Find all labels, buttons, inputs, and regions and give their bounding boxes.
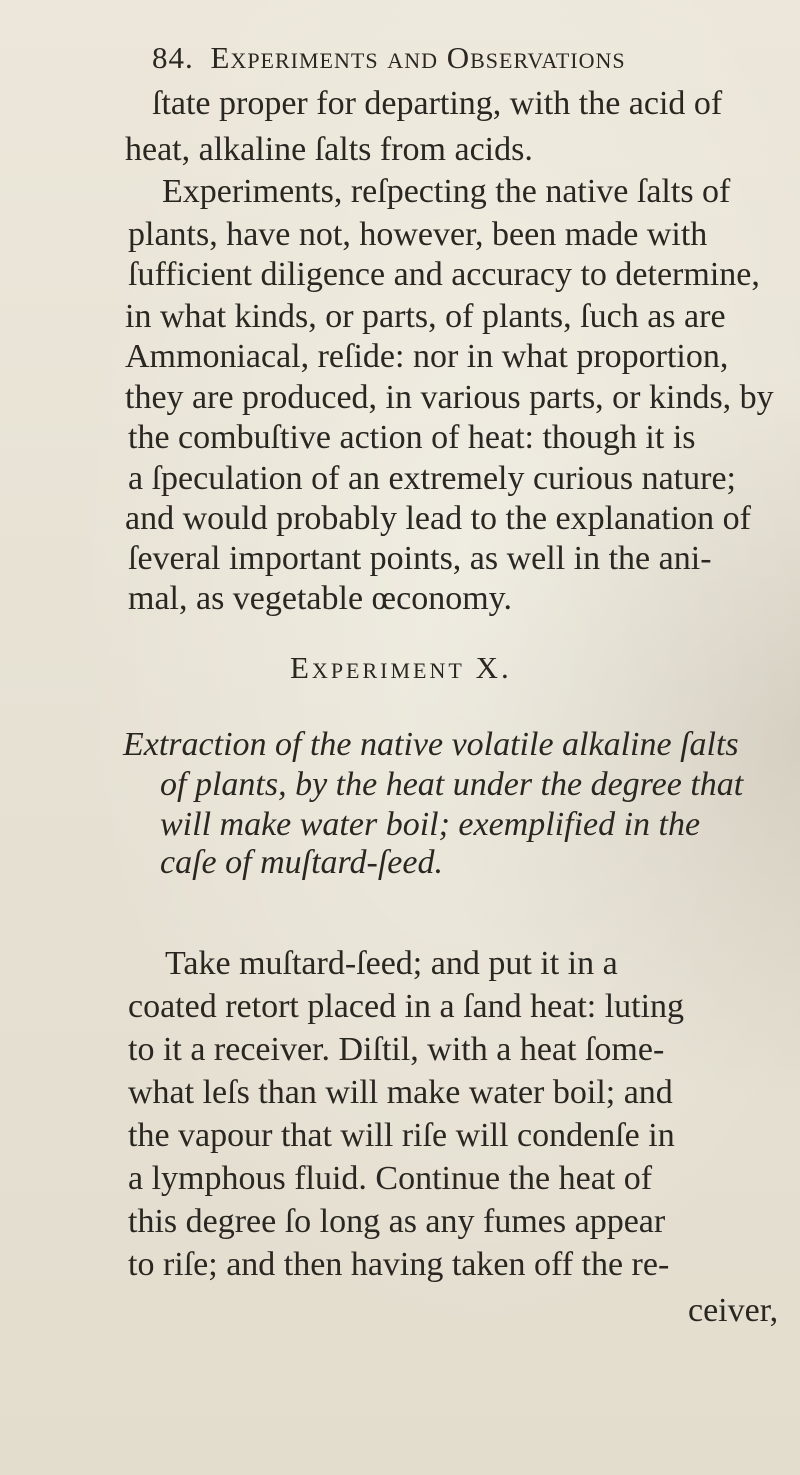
text-line: what leſs than will make water boil; and (128, 1074, 673, 1111)
text-line: in what kinds, or parts, of plants, ſuch as are (125, 298, 726, 335)
experiment-heading: Experiment X. (290, 650, 512, 685)
text-line: plants, have not, however, been made with (128, 216, 708, 253)
text-line: Ammoniacal, reſide: nor in what proportion, (125, 338, 729, 375)
catchword: ceiver, (688, 1292, 779, 1329)
text-line: Experiments, reſpecting the native ſalts of (162, 173, 731, 210)
text-line: to it a receiver. Diſtil, with a heat ſome- (128, 1031, 665, 1068)
text-line: ſufficient diligence and accuracy to determine, (128, 256, 760, 293)
text-line: this degree ſo long as any fumes appear (128, 1203, 666, 1240)
text-line: caſe of muſtard-ſeed. (160, 844, 443, 881)
text-line: Extraction of the native volatile alkaline ſalts (123, 726, 739, 763)
running-header (152, 40, 626, 76)
page-number: 84. (152, 40, 194, 75)
text-line: a ſpeculation of an extremely curious nature; (128, 460, 736, 497)
text-line: ſeveral important points, as well in the ani- (128, 540, 712, 577)
text-line: heat, alkaline ſalts from acids. (125, 131, 533, 168)
text-line: Take muſtard-ſeed; and put it in a (165, 945, 618, 982)
text-line: will make water boil; exemplified in the (160, 806, 701, 843)
text-line: and would probably lead to the explanation of (125, 500, 751, 537)
text-line: to riſe; and then having taken off the re- (128, 1246, 670, 1283)
text-line: the combuſtive action of heat: though it is (128, 419, 696, 456)
text-line: mal, as vegetable œconomy. (128, 580, 512, 617)
text-line: a lymphous fluid. Continue the heat of (128, 1160, 653, 1197)
running-title: Experiments and Observations (210, 40, 626, 75)
text-line: of plants, by the heat under the degree that (160, 766, 744, 803)
text-line: coated retort placed in a ſand heat: luting (128, 988, 685, 1025)
text-line: they are produced, in various parts, or kinds, by (125, 379, 774, 416)
text-line: ſtate proper for departing, with the acid of (152, 85, 723, 122)
text-line: the vapour that will riſe will condenſe in (128, 1117, 675, 1154)
